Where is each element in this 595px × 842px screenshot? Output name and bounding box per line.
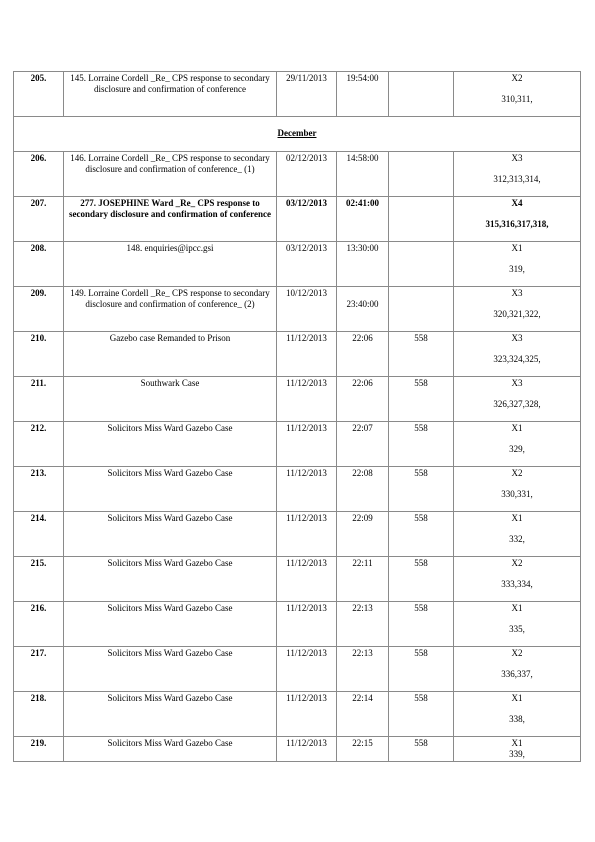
section-header-december: December bbox=[14, 117, 581, 152]
document-code: 558 bbox=[389, 692, 454, 737]
document-description: Solicitors Miss Ward Gazebo Case bbox=[64, 467, 277, 512]
document-date: 11/12/2013 bbox=[277, 512, 337, 557]
disclosure-index-table bbox=[13, 71, 581, 762]
page-numbers: 323,324,325, bbox=[493, 354, 541, 364]
page-count: X2 bbox=[511, 73, 523, 83]
page-count: X4 bbox=[511, 198, 523, 208]
row-number: 213. bbox=[14, 467, 64, 512]
document-code: 558 bbox=[389, 647, 454, 692]
page-numbers: 332, bbox=[509, 534, 525, 544]
table-row bbox=[14, 377, 581, 422]
table-row bbox=[14, 72, 581, 117]
document-code: 558 bbox=[389, 377, 454, 422]
page-numbers: 335, bbox=[509, 624, 525, 634]
page-numbers: 336,337, bbox=[501, 669, 533, 679]
page-count: X3 bbox=[511, 288, 523, 298]
document-description: Solicitors Miss Ward Gazebo Case bbox=[64, 602, 277, 647]
page-count: X2 bbox=[511, 558, 523, 568]
row-number: 210. bbox=[14, 332, 64, 377]
page-numbers: 312,313,314, bbox=[493, 174, 541, 184]
page-count: X2 bbox=[511, 648, 523, 658]
page-count: X1 bbox=[511, 603, 523, 613]
table-body-december bbox=[14, 152, 581, 762]
document-time: 02:41:00 bbox=[337, 197, 389, 242]
document-code: 558 bbox=[389, 602, 454, 647]
document-description: Gazebo case Remanded to Prison bbox=[64, 332, 277, 377]
page-reference-cell bbox=[454, 422, 581, 467]
document-time: 22:09 bbox=[337, 512, 389, 557]
table-body-november bbox=[14, 72, 581, 117]
document-date: 11/12/2013 bbox=[277, 602, 337, 647]
document-description: Solicitors Miss Ward Gazebo Case bbox=[64, 692, 277, 737]
page-reference-cell bbox=[454, 377, 581, 422]
page-reference-cell bbox=[454, 152, 581, 197]
table-row bbox=[14, 557, 581, 602]
table-row bbox=[14, 692, 581, 737]
document-code bbox=[389, 152, 454, 197]
document-date: 11/12/2013 bbox=[277, 557, 337, 602]
document-time: 22:06 bbox=[337, 377, 389, 422]
document-date: 11/12/2013 bbox=[277, 737, 337, 762]
page-numbers: 330,331, bbox=[501, 489, 533, 499]
document-time: 13:30:00 bbox=[337, 242, 389, 287]
document-date: 03/12/2013 bbox=[277, 197, 337, 242]
page-numbers: 315,316,317,318, bbox=[485, 219, 549, 229]
document-time: 22:11 bbox=[337, 557, 389, 602]
table-row bbox=[14, 467, 581, 512]
document-code: 558 bbox=[389, 332, 454, 377]
table-row bbox=[14, 152, 581, 197]
document-code: 558 bbox=[389, 467, 454, 512]
row-number: 209. bbox=[14, 287, 64, 332]
page-reference-cell bbox=[454, 467, 581, 512]
row-number: 219. bbox=[14, 737, 64, 762]
document-description: 145. Lorraine Cordell _Re_ CPS response to secondary disclosure and confirmation of conference bbox=[64, 72, 277, 117]
table-row bbox=[14, 332, 581, 377]
page-numbers: 326,327,328, bbox=[493, 399, 541, 409]
document-description: 149. Lorraine Cordell _Re_ CPS response to secondary disclosure and confirmation of conference_ (2) bbox=[64, 287, 277, 332]
document-time: 22:07 bbox=[337, 422, 389, 467]
document-date: 11/12/2013 bbox=[277, 332, 337, 377]
row-number: 211. bbox=[14, 377, 64, 422]
document-date: 10/12/2013 bbox=[277, 287, 337, 332]
page-reference-cell bbox=[454, 72, 581, 117]
table-row bbox=[14, 647, 581, 692]
document-code bbox=[389, 242, 454, 287]
row-number: 207. bbox=[14, 197, 64, 242]
table-row bbox=[14, 197, 581, 242]
page-count: X3 bbox=[511, 378, 523, 388]
page-count: X3 bbox=[511, 333, 523, 343]
row-number: 214. bbox=[14, 512, 64, 557]
page-count: X1 bbox=[511, 693, 523, 703]
page-count: X1 bbox=[511, 243, 523, 253]
document-date: 11/12/2013 bbox=[277, 467, 337, 512]
page-reference-cell bbox=[454, 242, 581, 287]
document-code: 558 bbox=[389, 737, 454, 762]
page-numbers: 339, bbox=[509, 749, 525, 759]
document-time: 22:08 bbox=[337, 467, 389, 512]
page-reference-cell bbox=[454, 647, 581, 692]
page-count: X2 bbox=[511, 468, 523, 478]
table-row bbox=[14, 602, 581, 647]
table-row bbox=[14, 737, 581, 762]
document-date: 11/12/2013 bbox=[277, 692, 337, 737]
page-reference-cell bbox=[454, 557, 581, 602]
row-number: 218. bbox=[14, 692, 64, 737]
page-count: X1 bbox=[511, 738, 523, 748]
page-reference-cell bbox=[454, 512, 581, 557]
document-description: 148. enquiries@ipcc.gsi bbox=[64, 242, 277, 287]
row-number: 212. bbox=[14, 422, 64, 467]
page-reference-cell bbox=[454, 602, 581, 647]
page-reference-cell bbox=[454, 287, 581, 332]
document-description: Southwark Case bbox=[64, 377, 277, 422]
row-number: 215. bbox=[14, 557, 64, 602]
page-numbers: 333,334, bbox=[501, 579, 533, 589]
table-row bbox=[14, 287, 581, 332]
document-description: Solicitors Miss Ward Gazebo Case bbox=[64, 512, 277, 557]
document-code bbox=[389, 287, 454, 332]
table-row bbox=[14, 242, 581, 287]
document-date: 29/11/2013 bbox=[277, 72, 337, 117]
document-code: 558 bbox=[389, 422, 454, 467]
document-date: 03/12/2013 bbox=[277, 242, 337, 287]
document-time: 22:13 bbox=[337, 647, 389, 692]
document-description: 146. Lorraine Cordell _Re_ CPS response to secondary disclosure and confirmation of conference_ (1) bbox=[64, 152, 277, 197]
page-numbers: 338, bbox=[509, 714, 525, 724]
row-number: 217. bbox=[14, 647, 64, 692]
page-reference-cell bbox=[454, 692, 581, 737]
document-description: Solicitors Miss Ward Gazebo Case bbox=[64, 557, 277, 602]
page-reference-cell bbox=[454, 197, 581, 242]
document-date: 11/12/2013 bbox=[277, 377, 337, 422]
section-header-group bbox=[14, 117, 581, 152]
page-reference-cell bbox=[454, 737, 581, 762]
document-description: 277. JOSEPHINE Ward _Re_ CPS response to secondary disclosure and confirmation of conference bbox=[64, 197, 277, 242]
document-time: 14:58:00 bbox=[337, 152, 389, 197]
page-numbers: 319, bbox=[509, 264, 525, 274]
row-number: 206. bbox=[14, 152, 64, 197]
row-number: 216. bbox=[14, 602, 64, 647]
document-date: 11/12/2013 bbox=[277, 422, 337, 467]
document-description: Solicitors Miss Ward Gazebo Case bbox=[64, 737, 277, 762]
row-number: 208. bbox=[14, 242, 64, 287]
document-time: 19:54:00 bbox=[337, 72, 389, 117]
document-date: 02/12/2013 bbox=[277, 152, 337, 197]
document-code bbox=[389, 72, 454, 117]
document-time: 23:40:00 bbox=[337, 287, 389, 332]
document-time: 22:13 bbox=[337, 602, 389, 647]
document-code: 558 bbox=[389, 557, 454, 602]
section-header-row bbox=[14, 117, 581, 152]
page-count: X3 bbox=[511, 153, 523, 163]
page-count: X1 bbox=[511, 513, 523, 523]
document-description: Solicitors Miss Ward Gazebo Case bbox=[64, 647, 277, 692]
document-time: 22:14 bbox=[337, 692, 389, 737]
page-numbers: 310,311, bbox=[501, 94, 533, 104]
page-count: X1 bbox=[511, 423, 523, 433]
page-reference-cell bbox=[454, 332, 581, 377]
row-number: 205. bbox=[14, 72, 64, 117]
document-time: 22:15 bbox=[337, 737, 389, 762]
page-numbers: 320,321,322, bbox=[493, 309, 541, 319]
document-time: 22:06 bbox=[337, 332, 389, 377]
page-numbers: 329, bbox=[509, 444, 525, 454]
table-row bbox=[14, 422, 581, 467]
table-row bbox=[14, 512, 581, 557]
document-description: Solicitors Miss Ward Gazebo Case bbox=[64, 422, 277, 467]
document-date: 11/12/2013 bbox=[277, 647, 337, 692]
document-code: 558 bbox=[389, 512, 454, 557]
document-code bbox=[389, 197, 454, 242]
